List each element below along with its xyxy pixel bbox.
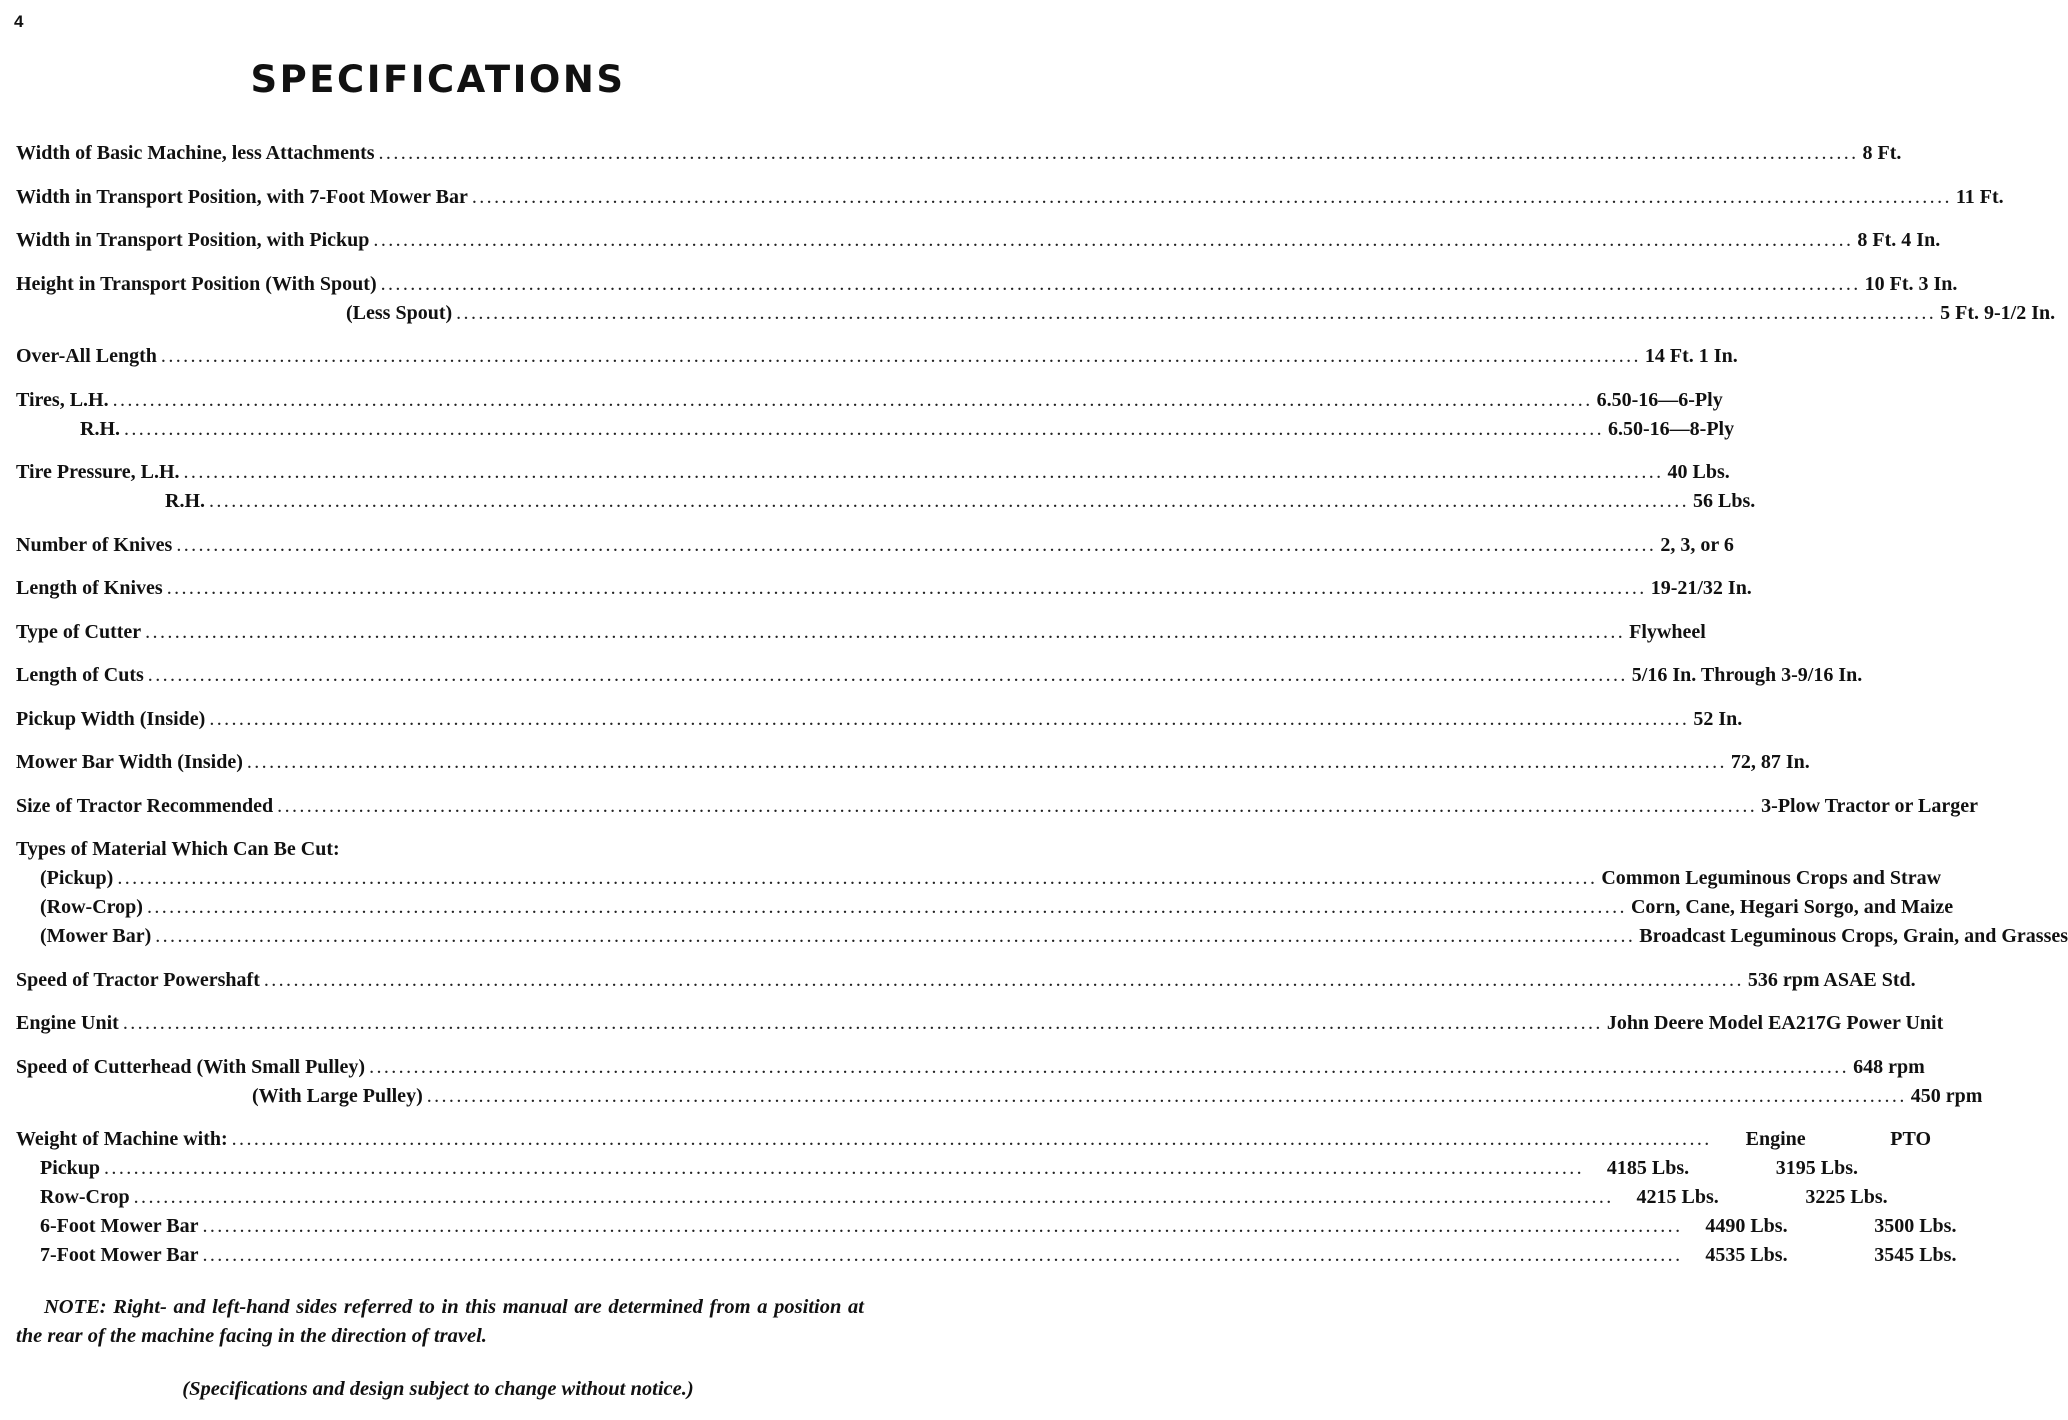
dot-leader: ........................................................................................................................................................................................................: [160, 345, 1641, 367]
spec-label: Length of Cuts: [16, 664, 144, 686]
dot-leader: ........................................................................................................................................................................................................: [202, 1244, 1683, 1266]
spec-label: Speed of Tractor Powershaft: [16, 968, 260, 991]
spec-value: 72, 87 In.: [1730, 751, 1810, 773]
weight-row-label: 6-Foot Mower Bar: [40, 1215, 199, 1237]
spec-group: [16, 183, 2004, 212]
page-title: SPECIFICATIONS: [250, 58, 626, 101]
dot-leader: ........................................................................................................................................................................................................: [176, 533, 1657, 556]
spec-row: [16, 342, 1738, 371]
dot-leader: ........................................................................................................................................................................................................: [373, 229, 1854, 251]
spec-value: John Deere Model EA217G Power Unit: [1606, 1012, 1944, 1034]
dot-leader: ........................................................................................................................................................................................................: [155, 925, 1636, 947]
spec-row: [16, 270, 1958, 299]
spec-group: [16, 1053, 1983, 1111]
spec-group: [16, 139, 1902, 168]
dot-leader: ........................................................................................................................................................................................................: [246, 751, 1727, 773]
spec-row: [16, 487, 1756, 516]
spec-value: 52 In.: [1693, 707, 1743, 730]
weight-engine-value: 4185 Lbs.: [1606, 1157, 1690, 1179]
spec-group: [16, 792, 1978, 821]
spec-row: [16, 299, 2056, 328]
spec-group: [16, 531, 1734, 560]
weight-row: [16, 1183, 1888, 1212]
spec-label: (With Large Pulley): [252, 1084, 423, 1107]
weight-row: [16, 1154, 1859, 1183]
dot-leader: ........................................................................................................................................................................................................: [209, 490, 1689, 512]
spec-value: 450 rpm: [1910, 1084, 1983, 1107]
weight-pto-value: 3225 Lbs.: [1805, 1186, 1888, 1208]
spec-value: 19-21/32 In.: [1650, 577, 1752, 599]
spec-group: [16, 618, 1706, 647]
spec-value: 56 Lbs.: [1693, 490, 1756, 512]
spec-label: Width in Transport Position, with 7-Foot Mower Bar: [16, 185, 468, 208]
spec-label: (Less Spout): [346, 301, 453, 324]
spec-value: 11 Ft.: [1955, 185, 2004, 208]
spec-group: [16, 342, 1738, 371]
dot-leader: ........................................................................................................................................................................................................: [471, 185, 1952, 208]
spec-label: Over-All Length: [16, 345, 157, 367]
dot-leader: ........................................................................................................................................................................................................: [104, 1157, 1585, 1179]
weight-label: Weight of Machine with:: [16, 1128, 228, 1150]
spec-group: [16, 966, 1916, 995]
spec-label: Tires, L.H.: [16, 388, 109, 411]
weight-row-label: Row-Crop: [40, 1186, 130, 1208]
spec-label: (Mower Bar): [40, 925, 152, 947]
spec-group: [16, 835, 2068, 951]
dot-leader: ........................................................................................................................................................................................................: [202, 1215, 1683, 1237]
spec-label: Speed of Cutterhead (With Small Pulley): [16, 1055, 366, 1078]
spec-value: 3-Plow Tractor or Larger: [1761, 794, 1978, 817]
dot-leader: ........................................................................................................................................................................................................: [112, 388, 1593, 411]
weight-row: [16, 1212, 1957, 1241]
spec-group: [16, 458, 1756, 516]
dot-leader: ........................................................................................................................................................................................................: [183, 461, 1664, 483]
spec-label: Mower Bar Width (Inside): [16, 751, 243, 773]
dot-leader: ........................................................................................................................................................................................................: [209, 707, 1690, 730]
spec-group: [16, 270, 2056, 328]
column-header-pto: PTO: [1890, 1128, 1932, 1150]
spec-value: 648 rpm: [1853, 1055, 1925, 1078]
dot-leader: ........................................................................................................................................................................................................: [133, 1186, 1614, 1208]
spec-label: (Row-Crop): [40, 896, 143, 918]
dot-leader: ........................................................................................................................................................................................................: [380, 272, 1861, 295]
spec-row: [16, 531, 1734, 560]
spec-row: [16, 458, 1730, 487]
dot-leader: ........................................................................................................................................................................................................: [277, 794, 1758, 817]
dot-leader: ........................................................................................................................................................................................................: [166, 577, 1647, 599]
spec-row: [16, 183, 2004, 212]
dot-leader: ........................................................................................................................................................................................................: [122, 1012, 1603, 1034]
spec-row: [16, 415, 1735, 444]
spec-group: [16, 661, 1863, 690]
spec-row: [16, 139, 1902, 168]
spec-row: [16, 864, 1942, 893]
dot-leader: ........................................................................................................................................................................................................: [124, 417, 1604, 440]
spec-label: Height in Transport Position (With Spout): [16, 272, 377, 295]
spec-row: [16, 1053, 1925, 1082]
dot-leader: ........................................................................................................................................................................................................: [369, 1055, 1850, 1078]
spec-value: 8 Ft. 4 In.: [1857, 229, 1941, 251]
spec-group: [16, 748, 1810, 777]
weight-values: [1686, 1212, 1956, 1241]
spec-row: [16, 748, 1810, 777]
weight-pto-value: 3545 Lbs.: [1874, 1244, 1957, 1266]
spec-group: [16, 705, 1743, 734]
weight-pto-value: 3500 Lbs.: [1874, 1215, 1957, 1237]
spec-row: [16, 618, 1706, 647]
spec-row: [16, 705, 1743, 734]
dot-leader: ........................................................................................................................................................................................................: [426, 1084, 1907, 1107]
spec-label: Engine Unit: [16, 1012, 119, 1034]
weight-row-label: 7-Foot Mower Bar: [40, 1244, 199, 1266]
dot-leader: ........................................................................................................................................................................................................: [146, 896, 1627, 918]
dot-leader: ........................................................................................................................................................................................................: [117, 867, 1598, 889]
weight-values: [1686, 1241, 1956, 1270]
spec-group: [16, 574, 1752, 603]
spec-group: [16, 226, 1941, 255]
spec-label: Width in Transport Position, with Pickup: [16, 229, 370, 251]
spec-label: R.H.: [165, 490, 205, 512]
spec-row: [16, 574, 1752, 603]
spec-row: [16, 893, 1954, 922]
spec-row: [16, 792, 1978, 821]
spec-row: [16, 1009, 1944, 1038]
weight-engine-value: 4490 Lbs.: [1705, 1215, 1788, 1237]
material-heading: [16, 835, 864, 864]
weight-table: [16, 1125, 1957, 1270]
spec-label: Type of Cutter: [16, 620, 142, 643]
weight-column-headers: [1716, 1125, 1986, 1154]
spec-label: Number of Knives: [16, 533, 173, 556]
dot-leader: ........................................................................................................................................................................................................: [145, 620, 1626, 643]
dot-leader: ........................................................................................................................................................................................................: [263, 968, 1744, 991]
column-header-engine: Engine: [1745, 1128, 1806, 1150]
spec-value: 536 rpm ASAE Std.: [1747, 968, 1916, 991]
dot-leader: ........................................................................................................................................................................................................: [231, 1128, 1712, 1150]
spec-label: Length of Knives: [16, 577, 163, 599]
spec-label: Tire Pressure, L.H.: [16, 461, 180, 483]
spec-label: (Pickup): [40, 867, 114, 889]
spec-row: [16, 226, 1941, 255]
weight-values: [1588, 1154, 1858, 1183]
dot-leader: ........................................................................................................................................................................................................: [378, 142, 1859, 164]
spec-row: [16, 966, 1916, 995]
weight-pto-value: 3195 Lbs.: [1775, 1157, 1859, 1179]
spec-value: 8 Ft.: [1862, 142, 1902, 164]
spec-label: R.H.: [80, 417, 120, 440]
spec-label: Pickup Width (Inside): [16, 707, 206, 730]
page-number: 4: [14, 12, 24, 31]
dot-leader: ........................................................................................................................................................................................................: [456, 301, 1937, 324]
spec-row: [16, 1082, 1983, 1111]
spec-label: Size of Tractor Recommended: [16, 794, 274, 817]
spec-value: 14 Ft. 1 In.: [1644, 345, 1738, 367]
weight-values: [1618, 1183, 1888, 1212]
spec-value: 5/16 In. Through 3-9/16 In.: [1631, 664, 1863, 686]
spec-group: [16, 1009, 1944, 1038]
spec-row: [16, 922, 2068, 951]
specifications-list: [16, 139, 2068, 1285]
spec-value: 2, 3, or 6: [1660, 533, 1734, 556]
weight-row: [16, 1241, 1957, 1270]
spec-row: [16, 386, 1723, 415]
spec-value: Flywheel: [1629, 620, 1706, 643]
spec-value: 6.50-16—8-Ply: [1608, 417, 1735, 440]
footer-disclaimer: (Specifications and design subject to change without notice.): [182, 1378, 694, 1400]
weight-engine-value: 4535 Lbs.: [1705, 1244, 1788, 1266]
spec-value: 6.50-16—6-Ply: [1596, 388, 1723, 411]
dot-leader: ........................................................................................................................................................................................................: [147, 664, 1628, 686]
weight-row-label: Pickup: [40, 1157, 101, 1179]
weight-engine-value: 4215 Lbs.: [1636, 1186, 1719, 1208]
weight-header-row: [16, 1125, 1932, 1154]
spec-value: Common Leguminous Crops and Straw: [1601, 867, 1942, 889]
spec-value: 5 Ft. 9-1/2 In.: [1940, 301, 2056, 324]
spec-label: Types of Material Which Can Be Cut:: [16, 838, 340, 860]
spec-value: Corn, Cane, Hegari Sorgo, and Maize: [1630, 896, 1954, 918]
spec-value: Broadcast Leguminous Crops, Grain, and Grasses: [1639, 925, 2068, 947]
spec-value: 10 Ft. 3 In.: [1864, 272, 1958, 295]
spec-row: [16, 661, 1863, 690]
spec-label: Width of Basic Machine, less Attachments: [16, 142, 375, 164]
spec-group: [16, 386, 1735, 444]
note-paragraph: NOTE: Right- and left-hand sides referred to in this manual are determined from a position at the rear of the machine facing in the direction of travel.: [16, 1296, 864, 1347]
spec-value: 40 Lbs.: [1667, 461, 1730, 483]
